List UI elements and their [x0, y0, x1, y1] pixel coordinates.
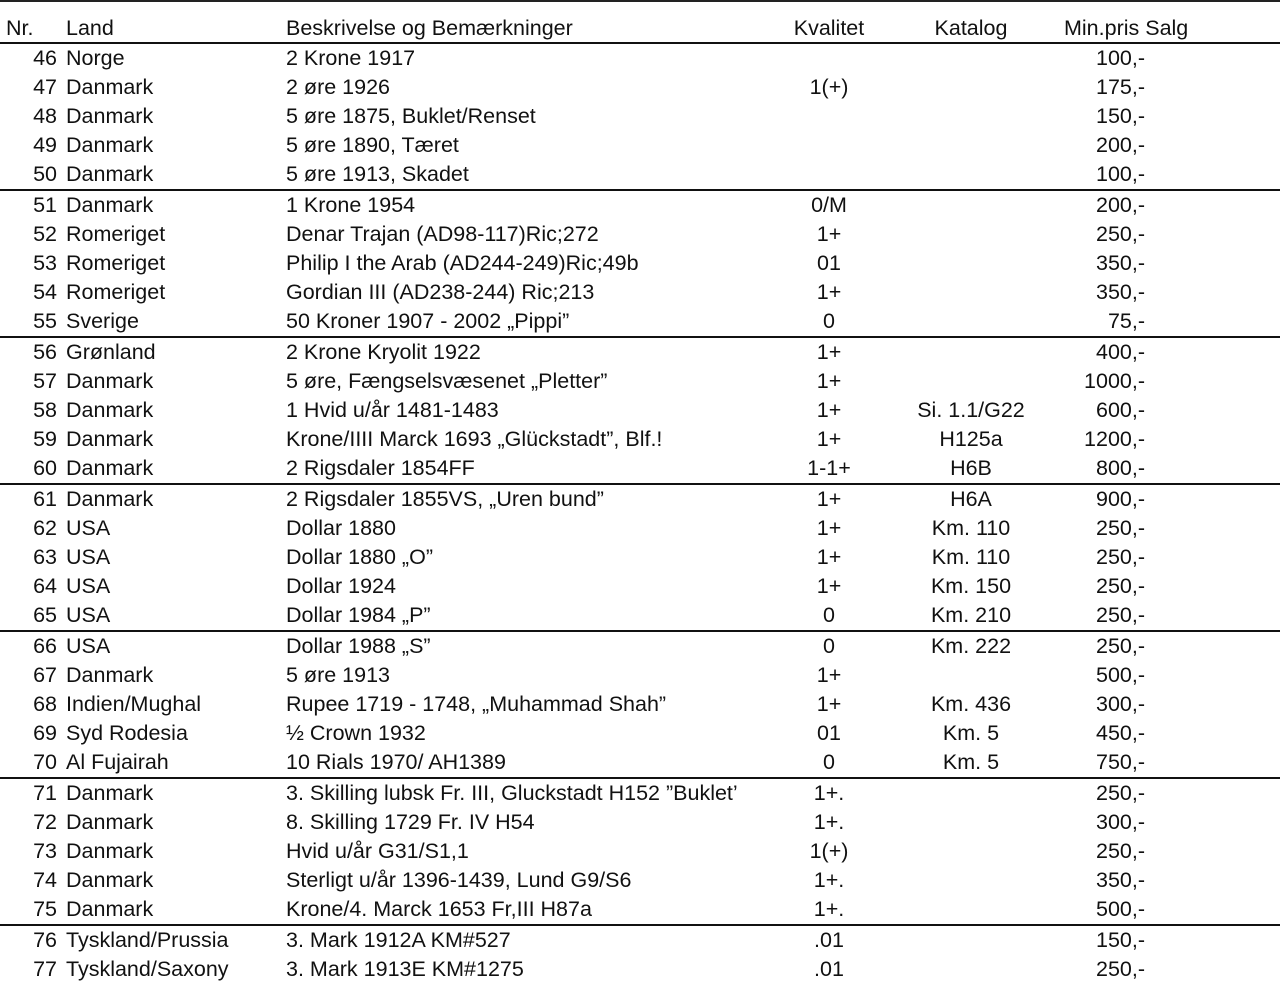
quality: 1+	[816, 427, 842, 451]
country: USA	[66, 574, 111, 598]
country: Danmark	[66, 868, 154, 892]
country: Danmark	[66, 781, 154, 805]
quality: 1-1+	[807, 456, 851, 480]
description: Dollar 1880	[286, 516, 396, 540]
min-price: 250,-	[1095, 545, 1145, 569]
country: Danmark	[66, 810, 154, 834]
item-number: 71	[33, 781, 57, 805]
item-number: 46	[33, 46, 57, 70]
min-price: 200,-	[1095, 133, 1145, 157]
quality: 1+	[816, 280, 842, 304]
min-price: 300,-	[1095, 810, 1145, 834]
item-number: 73	[33, 839, 57, 863]
item-number: 54	[33, 280, 57, 304]
min-price: 150,-	[1095, 928, 1145, 952]
table-row	[0, 483, 1280, 514]
item-number: 74	[33, 868, 57, 892]
table-row	[0, 396, 1280, 425]
description: 5 øre, Fængselsvæsenet „Pletter”	[286, 369, 608, 393]
quality: 1+	[816, 222, 842, 246]
table-row	[0, 131, 1280, 160]
quality: 1(+)	[809, 75, 849, 99]
country: Danmark	[66, 487, 154, 511]
header-land: Land	[66, 16, 114, 40]
item-number: 52	[33, 222, 57, 246]
item-number: 57	[33, 369, 57, 393]
min-price: 75,-	[1107, 309, 1145, 333]
country: Romeriget	[66, 222, 166, 246]
table-row	[0, 278, 1280, 307]
table-row	[0, 866, 1280, 895]
description: 10 Rials 1970/ AH1389	[286, 750, 506, 774]
country: Tyskland/Prussia	[66, 928, 229, 952]
item-number: 77	[33, 957, 57, 981]
min-price: 250,-	[1095, 781, 1145, 805]
quality: 0/M	[811, 193, 847, 217]
catalog-ref: Km. 5	[942, 721, 1000, 745]
description: 2 Krone 1917	[286, 46, 416, 70]
quality: 1+	[816, 398, 842, 422]
min-price: 600,-	[1095, 398, 1145, 422]
min-price: 500,-	[1095, 897, 1145, 921]
country: Romeriget	[66, 280, 166, 304]
top-border	[0, 0, 1280, 2]
catalog-ref: Km. 5	[942, 750, 1000, 774]
country: Danmark	[66, 75, 154, 99]
header-quality: Kvalitet	[793, 16, 865, 40]
country: USA	[66, 634, 111, 658]
description: ½ Crown 1932	[286, 721, 426, 745]
quality: 1+	[816, 340, 842, 364]
country: Al Fujairah	[66, 750, 169, 774]
quality: 0	[823, 634, 835, 658]
description: Sterligt u/år 1396-1439, Lund G9/S6	[286, 868, 632, 892]
description: 3. Mark 1913E KM#1275	[286, 957, 524, 981]
quality: 0	[823, 750, 835, 774]
table-row	[0, 895, 1280, 924]
min-price: 400,-	[1095, 340, 1145, 364]
min-price: 800,-	[1095, 456, 1145, 480]
description: 5 øre 1890, Tæret	[286, 133, 459, 157]
min-price: 750,-	[1095, 750, 1145, 774]
description: Krone/IIII Marck 1693 „Glückstadt”, Blf.!	[286, 427, 663, 451]
description: Dollar 1984 „P”	[286, 603, 431, 627]
item-number: 49	[33, 133, 57, 157]
min-price: 350,-	[1095, 280, 1145, 304]
table-row	[0, 719, 1280, 748]
table-row	[0, 630, 1280, 661]
description: 2 Krone Kryolit 1922	[286, 340, 481, 364]
quality: 01	[817, 251, 841, 275]
table-row	[0, 543, 1280, 572]
quality: 1+	[816, 487, 842, 511]
description: 2 øre 1926	[286, 75, 390, 99]
description: Philip I the Arab (AD244-249)Ric;49b	[286, 251, 639, 275]
description: Denar Trajan (AD98-117)Ric;272	[286, 222, 599, 246]
description: 1 Hvid u/år 1481-1483	[286, 398, 499, 422]
quality: .01	[814, 928, 844, 952]
min-price: 100,-	[1095, 46, 1145, 70]
quality: 1+	[816, 545, 842, 569]
country: Danmark	[66, 369, 154, 393]
quality: 1+.	[813, 868, 845, 892]
quality: 1+	[816, 369, 842, 393]
header-description: Beskrivelse og Bemærkninger	[286, 16, 573, 40]
table-row	[0, 307, 1280, 336]
table-row	[0, 220, 1280, 249]
quality: 1(+)	[809, 839, 849, 863]
quality: 1+.	[813, 897, 845, 921]
country: Syd Rodesia	[66, 721, 188, 745]
country: Danmark	[66, 398, 154, 422]
country: Danmark	[66, 162, 154, 186]
country: USA	[66, 545, 111, 569]
table-row	[0, 367, 1280, 396]
item-number: 61	[33, 487, 57, 511]
catalog-ref: Km. 110	[931, 516, 1011, 540]
item-number: 76	[33, 928, 57, 952]
description: 2 Rigsdaler 1855VS, „Uren bund”	[286, 487, 604, 511]
country: Danmark	[66, 427, 154, 451]
min-price: 150,-	[1095, 104, 1145, 128]
description: Hvid u/år G31/S1,1	[286, 839, 469, 863]
description: Gordian III (AD238-244) Ric;213	[286, 280, 595, 304]
table-row	[0, 837, 1280, 866]
description: Dollar 1924	[286, 574, 396, 598]
min-price: 500,-	[1095, 663, 1145, 687]
table-row	[0, 924, 1280, 955]
item-number: 69	[33, 721, 57, 745]
description: 3. Mark 1912A KM#527	[286, 928, 511, 952]
item-number: 58	[33, 398, 57, 422]
header-min-price: Min.pris Salg	[1064, 16, 1189, 40]
item-number: 70	[33, 750, 57, 774]
quality: 1+	[816, 692, 842, 716]
min-price: 300,-	[1095, 692, 1145, 716]
item-number: 56	[33, 340, 57, 364]
min-price: 250,-	[1095, 516, 1145, 540]
table-row	[0, 249, 1280, 278]
item-number: 67	[33, 663, 57, 687]
table-row	[0, 160, 1280, 189]
item-number: 55	[33, 309, 57, 333]
item-number: 50	[33, 162, 57, 186]
table-body	[0, 42, 1280, 984]
description: 1 Krone 1954	[286, 193, 416, 217]
catalog-ref: Si. 1.1/G22	[917, 398, 1025, 422]
country: Danmark	[66, 839, 154, 863]
country: Indien/Mughal	[66, 692, 202, 716]
item-number: 62	[33, 516, 57, 540]
country: Danmark	[66, 663, 154, 687]
table-row	[0, 808, 1280, 837]
min-price: 200,-	[1095, 193, 1145, 217]
table-row	[0, 601, 1280, 630]
item-number: 64	[33, 574, 57, 598]
min-price: 250,-	[1095, 603, 1145, 627]
item-number: 47	[33, 75, 57, 99]
item-number: 72	[33, 810, 57, 834]
catalog-ref: H6B	[950, 456, 992, 480]
min-price: 1000,-	[1084, 369, 1145, 393]
table-row	[0, 777, 1280, 808]
description: 5 øre 1913, Skadet	[286, 162, 469, 186]
country: Danmark	[66, 456, 154, 480]
country: Sverige	[66, 309, 139, 333]
table-row	[0, 955, 1280, 984]
item-number: 51	[33, 193, 57, 217]
item-number: 65	[33, 603, 57, 627]
min-price: 1200,-	[1084, 427, 1145, 451]
table-row	[0, 189, 1280, 220]
country: Romeriget	[66, 251, 166, 275]
min-price: 100,-	[1095, 162, 1145, 186]
table-row	[0, 73, 1280, 102]
description: Krone/4. Marck 1653 Fr,III H87a	[286, 897, 592, 921]
country: Danmark	[66, 133, 154, 157]
quality: 1+	[816, 663, 842, 687]
min-price: 250,-	[1095, 634, 1145, 658]
description: 50 Kroner 1907 - 2002 „Pippi”	[286, 309, 570, 333]
table-row	[0, 102, 1280, 131]
catalog-ref: H125a	[939, 427, 1003, 451]
item-number: 68	[33, 692, 57, 716]
country: Danmark	[66, 104, 154, 128]
quality: 0	[823, 309, 835, 333]
catalog-ref: Km. 222	[930, 634, 1012, 658]
quality: 1+	[816, 516, 842, 540]
description: 3. Skilling lubsk Fr. III, Gluckstadt H152 ”Buklet’	[286, 781, 738, 805]
country: Danmark	[66, 193, 154, 217]
description: Dollar 1988 „S”	[286, 634, 431, 658]
min-price: 175,-	[1095, 75, 1145, 99]
min-price: 900,-	[1095, 487, 1145, 511]
header-catalog: Katalog	[934, 16, 1008, 40]
country: USA	[66, 516, 111, 540]
item-number: 63	[33, 545, 57, 569]
catalog-ref: Km. 150	[930, 574, 1012, 598]
description: 5 øre 1875, Buklet/Renset	[286, 104, 536, 128]
table-row	[0, 336, 1280, 367]
table-row	[0, 42, 1280, 73]
coin-list-table	[0, 14, 1280, 984]
country: Tyskland/Saxony	[66, 957, 229, 981]
table-row	[0, 690, 1280, 719]
quality: 1+	[816, 574, 842, 598]
catalog-ref: H6A	[950, 487, 992, 511]
table-row	[0, 748, 1280, 777]
quality: 1+.	[813, 781, 845, 805]
item-number: 66	[33, 634, 57, 658]
catalog-ref: Km. 110	[931, 545, 1011, 569]
table-row	[0, 514, 1280, 543]
description: 8. Skilling 1729 Fr. IV H54	[286, 810, 535, 834]
description: Dollar 1880 „O”	[286, 545, 433, 569]
item-number: 53	[33, 251, 57, 275]
min-price: 250,-	[1095, 957, 1145, 981]
min-price: 350,-	[1095, 868, 1145, 892]
quality: 0	[823, 603, 835, 627]
description: 5 øre 1913	[286, 663, 390, 687]
min-price: 250,-	[1095, 839, 1145, 863]
min-price: 250,-	[1095, 574, 1145, 598]
description: Rupee 1719 - 1748, „Muhammad Shah”	[286, 692, 667, 716]
description: 2 Rigsdaler 1854FF	[286, 456, 475, 480]
table-row	[0, 454, 1280, 483]
quality: 01	[817, 721, 841, 745]
country: Norge	[66, 46, 125, 70]
item-number: 60	[33, 456, 57, 480]
item-number: 59	[33, 427, 57, 451]
table-header	[0, 14, 1280, 42]
table-row	[0, 661, 1280, 690]
quality: .01	[814, 957, 844, 981]
min-price: 250,-	[1095, 222, 1145, 246]
quality: 1+.	[813, 810, 845, 834]
table-row	[0, 572, 1280, 601]
catalog-ref: Km. 210	[930, 603, 1012, 627]
country: Danmark	[66, 897, 154, 921]
header-nr: Nr.	[6, 16, 34, 40]
item-number: 75	[33, 897, 57, 921]
country: USA	[66, 603, 111, 627]
min-price: 450,-	[1095, 721, 1145, 745]
min-price: 350,-	[1095, 251, 1145, 275]
item-number: 48	[33, 104, 57, 128]
country: Grønland	[66, 340, 156, 364]
table-row	[0, 425, 1280, 454]
catalog-ref: Km. 436	[930, 692, 1012, 716]
